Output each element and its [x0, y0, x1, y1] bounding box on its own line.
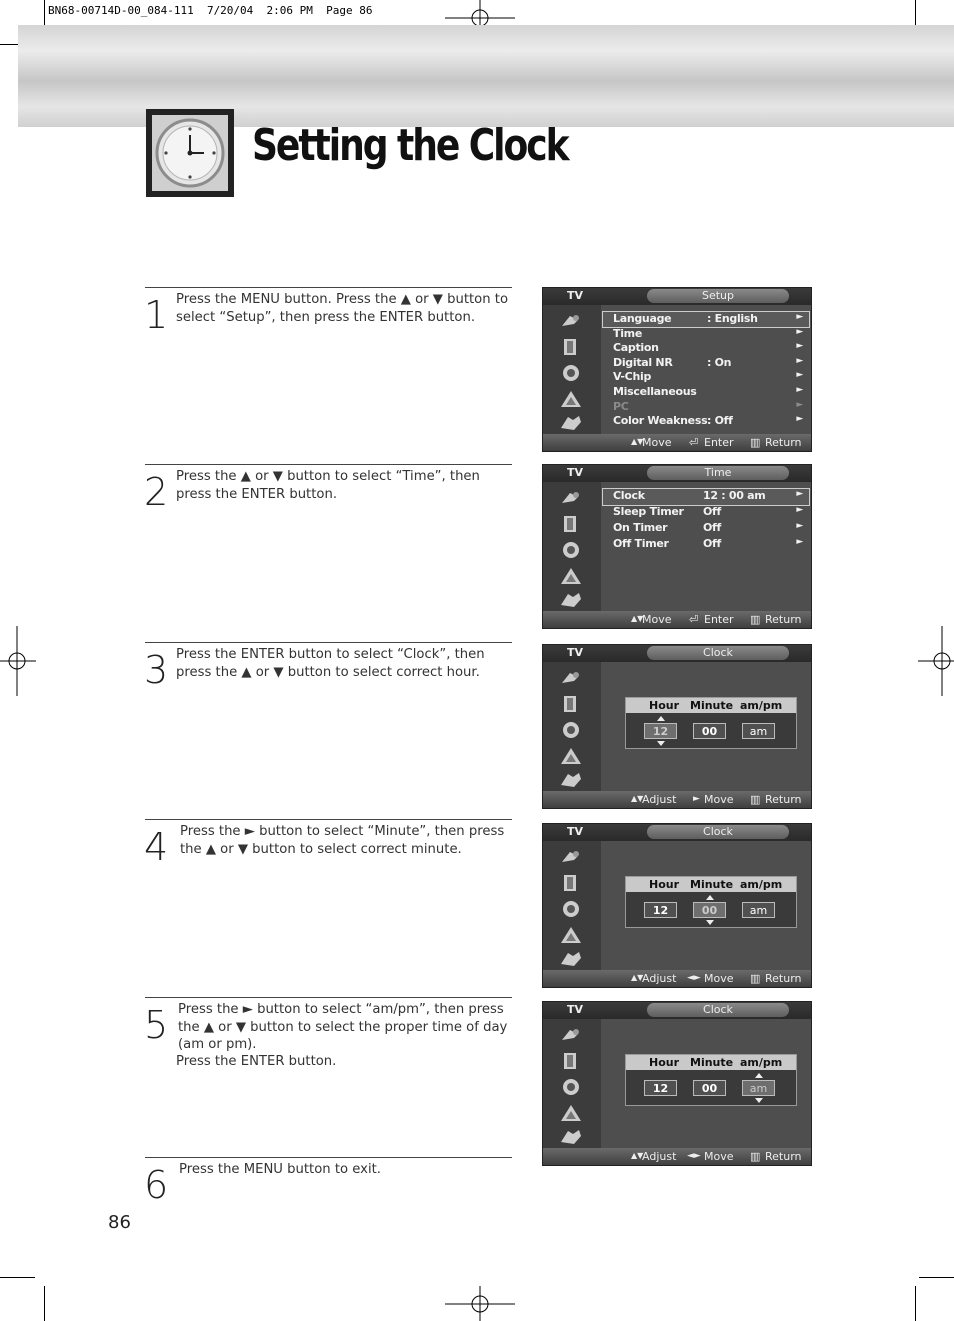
footer-move: Move — [704, 793, 734, 806]
osd-topbar — [543, 1002, 811, 1019]
clock-setting-box — [625, 876, 797, 928]
osd-title: Time — [647, 466, 789, 480]
minute-label: Minute — [690, 1056, 734, 1069]
up-down-icon: ▲▼ — [631, 973, 644, 982]
clock-header — [626, 698, 796, 713]
osd-topbar — [543, 645, 811, 662]
ampm-field[interactable]: am — [742, 1080, 775, 1096]
up-down-icon: ▲▼ — [631, 437, 644, 446]
crop-mark — [44, 1286, 45, 1321]
down-arrow-icon — [755, 1098, 763, 1103]
osd-title: Setup — [647, 289, 789, 303]
footer-adjust: Adjust — [642, 793, 677, 806]
hour-field[interactable]: 12 — [644, 902, 677, 918]
osd-sidebar — [543, 305, 601, 435]
speaker-icon — [558, 1076, 584, 1098]
footer-enter: Enter — [704, 436, 734, 449]
menu-item-sleep-timer[interactable]: Sleep Timer Off ► — [613, 505, 803, 518]
channel-icon — [558, 924, 584, 946]
menu-item-clock[interactable]: Clock 12 : 00 am ► — [603, 489, 809, 505]
osd-footer — [543, 791, 811, 808]
setup-icon — [558, 589, 584, 611]
minute-field[interactable]: 00 — [693, 1080, 726, 1096]
setup-icon — [558, 1126, 584, 1148]
step-divider — [145, 1157, 512, 1158]
up-down-icon: ▲▼ — [631, 1151, 644, 1160]
arrow-right-icon: ► — [796, 355, 803, 366]
osd-menu-list — [603, 312, 809, 429]
channel-icon — [558, 745, 584, 767]
step-divider — [145, 642, 512, 643]
speaker-icon — [558, 719, 584, 741]
footer-enter: Enter — [704, 613, 734, 626]
channel-icon — [558, 388, 584, 410]
step-divider — [145, 997, 512, 998]
step-number: 5 — [144, 1003, 169, 1047]
osd-clock-minute — [542, 823, 812, 988]
osd-footer — [543, 611, 811, 628]
sound-icon — [558, 513, 584, 535]
footer-adjust: Adjust — [642, 1150, 677, 1163]
print-slug: BN68-00714D-00_084-111 7/20/04 2:06 PM Page 86 — [48, 4, 373, 17]
clock-setting-box — [625, 697, 797, 749]
menu-item-off-timer[interactable]: Off Timer Off ► — [613, 537, 803, 550]
osd-time-menu — [542, 464, 812, 629]
right-arrow-icon: ► — [693, 794, 700, 804]
step-divider — [145, 287, 512, 288]
crop-mark — [0, 1277, 35, 1278]
step-text: Press the ► button to select “am/pm”, then press the ▲ or ▼ button to select the proper time of day (am or pm). — [178, 1002, 508, 1052]
up-arrow-icon — [706, 895, 714, 900]
step-number: 6 — [144, 1163, 169, 1207]
enter-icon: ⏎ — [689, 613, 699, 626]
hour-field[interactable]: 12 — [644, 1080, 677, 1096]
speaker-icon — [558, 898, 584, 920]
footer-return: Return — [765, 436, 802, 449]
osd-title: Clock — [647, 825, 789, 839]
sound-icon — [558, 872, 584, 894]
clock-header — [626, 1055, 796, 1070]
channel-icon — [558, 1102, 584, 1124]
footer-return: Return — [765, 1150, 802, 1163]
up-down-icon: ▲▼ — [631, 794, 644, 803]
picture-icon — [558, 846, 584, 868]
arrow-right-icon: ► — [796, 384, 803, 395]
arrow-right-icon: ► — [796, 370, 803, 381]
minute-label: Minute — [690, 878, 734, 891]
osd-setup-menu — [542, 287, 812, 452]
footer-move: Move — [642, 436, 672, 449]
step-text: Press the ▲ or ▼ button to select “Time”, then press the ENTER button. — [176, 469, 480, 502]
step-number: 1 — [144, 293, 169, 337]
osd-tv-label: TV — [567, 466, 584, 479]
menu-item-time[interactable]: Time ► — [613, 326, 803, 340]
ampm-label: am/pm — [740, 878, 783, 891]
channel-icon — [558, 565, 584, 587]
page-title: Setting the Clock — [252, 120, 568, 171]
ampm-label: am/pm — [740, 1056, 783, 1069]
menu-item-miscellaneous[interactable]: Miscellaneous ► — [613, 384, 803, 398]
picture-icon — [558, 487, 584, 509]
osd-footer — [543, 1148, 811, 1165]
footer-move: Move — [704, 1150, 734, 1163]
menu-icon: ▥ — [750, 972, 761, 985]
menu-item-caption[interactable]: Caption ► — [613, 341, 803, 355]
speaker-icon — [558, 362, 584, 384]
clock-setting-box — [625, 1054, 797, 1106]
registration-mark-left — [0, 626, 36, 696]
picture-icon — [558, 310, 584, 332]
menu-item-digital-nr[interactable]: Digital NR : On ► — [613, 355, 803, 369]
osd-topbar — [543, 824, 811, 841]
footer-adjust: Adjust — [642, 972, 677, 985]
menu-item-pc: PC ► — [613, 399, 803, 413]
menu-item-color-weakness[interactable]: Color Weakness : Off ► — [613, 414, 803, 428]
step-text: Press the MENU button to exit. — [179, 1162, 381, 1177]
menu-item-v-chip[interactable]: V-Chip ► — [613, 370, 803, 384]
osd-clock-hour — [542, 644, 812, 809]
arrow-right-icon: ► — [796, 326, 803, 337]
hour-label: Hour — [649, 1056, 680, 1069]
down-arrow-icon — [657, 741, 665, 746]
menu-icon: ▥ — [750, 436, 761, 449]
menu-icon: ▥ — [750, 613, 761, 626]
arrow-right-icon: ► — [796, 312, 803, 322]
sound-icon — [558, 1050, 584, 1072]
sound-icon — [558, 693, 584, 715]
minute-label: Minute — [690, 699, 734, 712]
setup-icon — [558, 769, 584, 791]
sound-icon — [558, 336, 584, 358]
left-right-icon: ◄► — [687, 973, 701, 983]
osd-topbar — [543, 465, 811, 482]
step-number: 4 — [144, 825, 169, 869]
menu-icon: ▥ — [750, 1150, 761, 1163]
step-number: 2 — [144, 470, 169, 514]
footer-return: Return — [765, 972, 802, 985]
down-arrow-icon — [706, 920, 714, 925]
clock-header — [626, 877, 796, 892]
osd-sidebar — [543, 482, 601, 612]
arrow-right-icon: ► — [796, 537, 803, 547]
speaker-icon — [558, 539, 584, 561]
footer-move: Move — [704, 972, 734, 985]
setup-icon — [558, 948, 584, 970]
menu-item-on-timer[interactable]: On Timer Off ► — [613, 521, 803, 534]
crop-mark — [915, 1286, 916, 1321]
picture-icon — [558, 1024, 584, 1046]
ampm-field[interactable]: am — [742, 723, 775, 739]
clock-icon — [146, 109, 234, 197]
osd-footer — [543, 434, 811, 451]
up-arrow-icon — [755, 1073, 763, 1078]
osd-tv-label: TV — [567, 825, 584, 838]
hour-label: Hour — [649, 878, 680, 891]
registration-mark-bottom — [445, 1286, 515, 1321]
osd-title: Clock — [647, 646, 789, 660]
arrow-right-icon: ► — [796, 521, 803, 531]
registration-mark-right — [918, 626, 954, 696]
menu-icon: ▥ — [750, 793, 761, 806]
enter-icon: ⏎ — [689, 436, 699, 449]
osd-menu-list — [603, 489, 809, 553]
footer-return: Return — [765, 613, 802, 626]
arrow-right-icon: ► — [796, 505, 803, 515]
step-text: Press the ENTER button. — [176, 1054, 337, 1069]
osd-footer — [543, 970, 811, 987]
minute-field[interactable]: 00 — [693, 902, 726, 918]
menu-item-language[interactable]: Language : English ► — [603, 312, 809, 327]
osd-sidebar — [543, 662, 601, 792]
hour-label: Hour — [649, 699, 680, 712]
crop-mark — [919, 1277, 954, 1278]
ampm-label: am/pm — [740, 699, 783, 712]
step-divider — [145, 464, 512, 465]
osd-topbar — [543, 288, 811, 305]
osd-tv-label: TV — [567, 1003, 584, 1016]
picture-icon — [558, 667, 584, 689]
step-text: Press the MENU button. Press the ▲ or ▼ button to select “Setup”, then press the ENTER button. — [176, 292, 509, 325]
minute-field[interactable]: 00 — [693, 723, 726, 739]
step-text: Press the ► button to select “Minute”, then press the ▲ or ▼ button to select correct minute. — [180, 824, 505, 857]
osd-sidebar — [543, 841, 601, 971]
osd-tv-label: TV — [567, 289, 584, 302]
step-divider — [145, 819, 512, 820]
osd-sidebar — [543, 1019, 601, 1149]
up-down-icon: ▲▼ — [631, 614, 644, 623]
osd-clock-ampm — [542, 1001, 812, 1166]
step-number: 3 — [144, 648, 169, 692]
ampm-field[interactable]: am — [742, 902, 775, 918]
footer-move: Move — [642, 613, 672, 626]
left-right-icon: ◄► — [687, 1151, 701, 1161]
step-text: Press the ENTER button to select “Clock”, then press the ▲ or ▼ button to select correct hour. — [176, 647, 485, 680]
osd-tv-label: TV — [567, 646, 584, 659]
setup-icon — [558, 412, 584, 434]
footer-return: Return — [765, 793, 802, 806]
arrow-right-icon: ► — [796, 341, 803, 352]
arrow-right-icon: ► — [796, 399, 803, 410]
arrow-right-icon: ► — [796, 414, 803, 425]
osd-title: Clock — [647, 1003, 789, 1017]
up-arrow-icon — [657, 716, 665, 721]
page-number: 86 — [108, 1212, 131, 1233]
arrow-right-icon: ► — [796, 489, 803, 499]
hour-field[interactable]: 12 — [644, 723, 677, 739]
